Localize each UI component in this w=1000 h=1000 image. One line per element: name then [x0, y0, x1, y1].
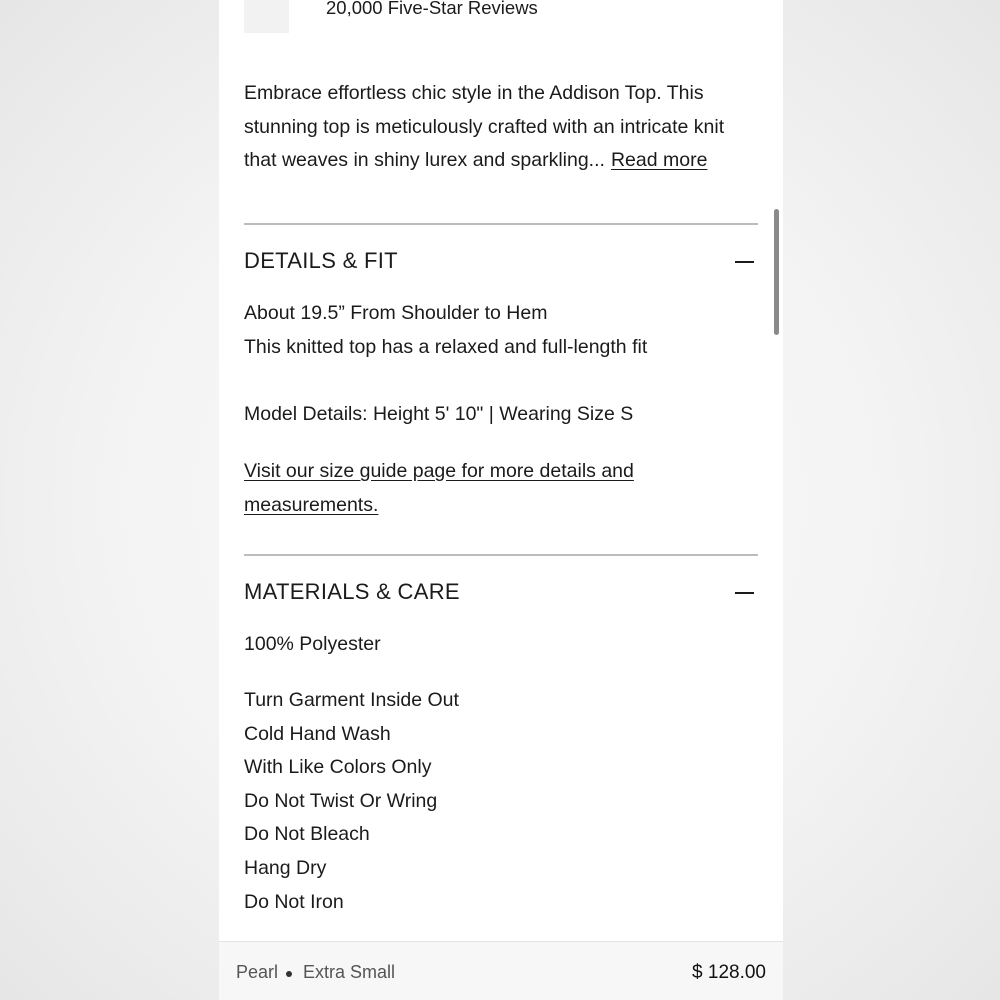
details-measurement: About 19.5” From Shoulder to Hem [244, 302, 548, 324]
fabric-composition: 100% Polyester [244, 633, 381, 655]
care-instruction: With Like Colors Only [244, 756, 432, 779]
price: $ 128.00 [692, 962, 766, 983]
minus-icon[interactable] [735, 592, 754, 594]
care-instructions-list [244, 684, 459, 919]
product-page [219, 0, 783, 1000]
care-instruction: Hang Dry [244, 856, 327, 879]
divider [244, 223, 758, 225]
separator-dot [286, 971, 292, 977]
care-instruction: Turn Garment Inside Out [244, 689, 459, 711]
reviews-count-text: 20,000 Five-Star Reviews [326, 0, 538, 18]
size-guide-link[interactable]: Visit our size guide page for more details and measurements. [244, 460, 634, 516]
selection-summary-bar[interactable] [219, 941, 783, 1000]
read-more-link[interactable]: Read more [610, 149, 708, 172]
details-fit-text: This knitted top has a relaxed and full-length fit [244, 336, 648, 358]
selected-color: Pearl [236, 962, 279, 982]
selected-size: Extra Small [303, 962, 396, 982]
product-description [244, 77, 744, 178]
details-fit-header[interactable]: DETAILS & FIT [244, 248, 398, 273]
scrollbar-thumb[interactable] [774, 209, 779, 335]
divider [244, 554, 758, 556]
care-instruction: Do Not Bleach [244, 823, 370, 846]
minus-icon[interactable] [735, 261, 754, 263]
care-instruction: Do Not Twist Or Wring [244, 789, 438, 812]
materials-care-header[interactable]: MATERIALS & CARE [244, 579, 460, 604]
review-thumbnail [244, 0, 289, 33]
reviews-row[interactable] [244, 0, 764, 33]
care-instruction: Cold Hand Wash [244, 722, 391, 745]
description-text: Embrace effortless chic style in the Addison Top. This stunning top is meticulously crafted with an intricate knit that weaves in shiny lurex and sparkling... [244, 82, 725, 172]
care-instruction: Do Not Iron [244, 890, 344, 913]
model-details: Model Details: Height 5' 10" | Wearing Size S [244, 403, 634, 425]
